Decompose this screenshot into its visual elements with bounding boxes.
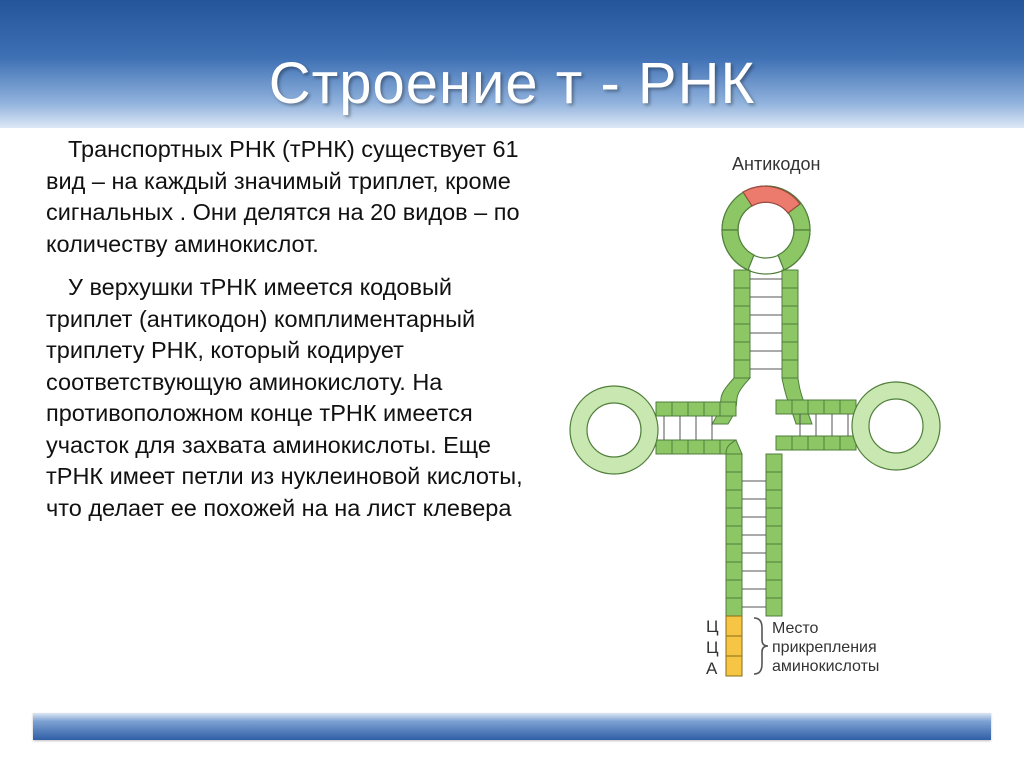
body-text	[46, 134, 541, 524]
right-loop	[852, 382, 940, 470]
paragraph-1: Транспортных РНК (тРНК) существует 61 вид – на каждый значимый триплет, кроме сигнальных . Они делятся на 20 видов – по количеству аминокислот.	[46, 136, 520, 257]
left-arm	[656, 402, 736, 454]
attachment-label-2: прикрепления	[772, 639, 877, 656]
trna-cloverleaf-diagram	[560, 134, 960, 694]
anticodon-triplet	[743, 186, 800, 213]
cca-end	[706, 616, 742, 678]
nucleotide-c2: Ц	[706, 638, 719, 657]
left-loop	[570, 386, 658, 474]
acceptor-stem	[726, 440, 782, 616]
slide-title: Строение т - РНК	[268, 51, 756, 116]
attachment-label-1: Место	[772, 620, 819, 637]
footer-bar	[33, 713, 991, 740]
paragraph-2: У верхушки тРНК имеется кодовый триплет (антикодон) комплиментарный триплету РНК, который кодирует соответствующую аминокислоту. На противоположном конце тРНК имеется участок для захвата аминокислоты. Еще тРНК имеет петли из нуклеиновой кислоты, что делает ее похожей на на лист клевера	[46, 274, 523, 521]
anticodon-loop	[722, 186, 810, 274]
nucleotide-a: А	[706, 659, 718, 678]
right-arm	[776, 400, 856, 450]
title-bar	[0, 0, 1024, 128]
nucleotide-c1: Ц	[706, 617, 719, 636]
attachment-label-3: аминокислоты	[772, 658, 880, 675]
anticodon-label: Антикодон	[732, 154, 821, 174]
attachment-bracket	[754, 618, 768, 674]
